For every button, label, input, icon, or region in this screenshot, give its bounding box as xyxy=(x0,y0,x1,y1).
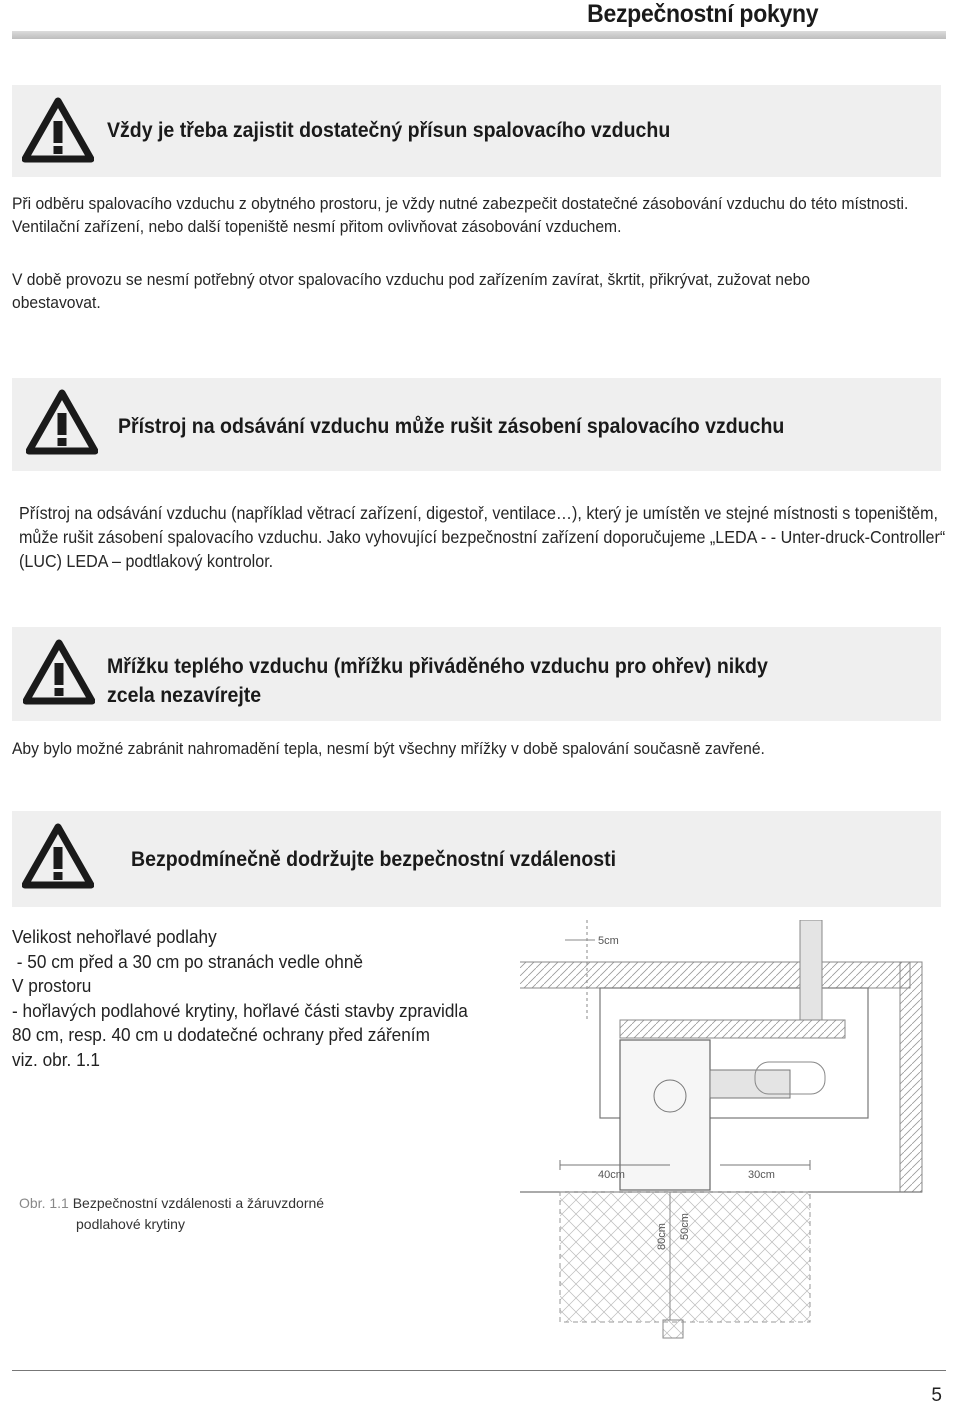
section-2-heading: Přístroj na odsávání vzduchu může rušit zásobení spalovacího vzduchu xyxy=(118,415,785,438)
section-4-heading: Bezpodmínečně dodržujte bezpečnostní vzdálenosti xyxy=(131,848,617,871)
dim-label-40cm: 40cm xyxy=(598,1169,625,1181)
section-1-heading: Vždy je třeba zajistit dostatečný přísun spalovacího vzduchu xyxy=(107,119,671,142)
page-number: 5 xyxy=(931,1385,942,1406)
distance-line-1: Velikost nehořlavé podlahy xyxy=(12,926,217,947)
section-3-paragraph: Aby bylo možné zabránit nahromadění tepla, nesmí být všechny mřížky v době spalování současně zavřené. xyxy=(12,739,765,758)
warning-triangle-icon xyxy=(26,389,98,455)
dim-label-30cm: 30cm xyxy=(748,1169,775,1181)
figure-caption-number: Obr. 1.1 xyxy=(19,1195,69,1211)
distance-line-4: - hořlavých podlahové krytiny, hořlavé části stavby zpravidla xyxy=(12,999,468,1021)
distance-line-3: V prostoru xyxy=(12,975,92,996)
warning-triangle-icon xyxy=(22,97,94,163)
distance-line-5: 80 cm, resp. 40 cm u dodatečné ochrany před zářením xyxy=(12,1024,430,1045)
safety-distance-drawing xyxy=(520,920,940,1360)
warning-triangle-icon xyxy=(23,639,95,705)
distance-line-6: viz. obr. 1.1 xyxy=(12,1048,100,1070)
title-underline-bar xyxy=(12,31,946,39)
warning-triangle-icon xyxy=(22,823,94,889)
section-3-heading-line-1: Mřížku teplého vzduchu (mřížku přiváděného vzduchu pro ohřev) nikdy xyxy=(107,655,768,678)
distance-line-2: - 50 cm před a 30 cm po stranách vedle ohně xyxy=(12,950,364,972)
section-1-paragraph-1: Při odběru spalovacího vzduchu z obytného prostoru, je vždy nutné zabezpečit dostatečné zásobování vzduchu do této místnosti. Ventilační zařízení, nebo další topeniště nesmí přitom ovlivňovat zásobování vzduchem. xyxy=(12,194,909,236)
section-1-paragraph-2: V době provozu se nesmí potřebný otvor spalovacího vzduchu pod zařízením zavírat, škrtit, přikrývat, zužovat nebo obestavovat. xyxy=(12,270,811,312)
dim-label-top: 5cm xyxy=(598,935,619,947)
dim-label-80cm: 80cm xyxy=(656,1223,668,1250)
footer-divider xyxy=(12,1370,946,1371)
safety-distance-list xyxy=(12,925,496,1072)
dim-label-50cm: 50cm xyxy=(679,1213,691,1240)
figure-caption-line-1: Bezpečnostní vzdálenosti a žáruvzdorné xyxy=(72,1195,325,1211)
figure-caption-line-2: podlahové krytiny xyxy=(76,1216,185,1232)
page-title: Bezpečnostní pokyny xyxy=(586,0,818,28)
section-3-heading-line-2: zcela nezavírejte xyxy=(107,684,262,707)
figure-caption xyxy=(19,1193,324,1235)
section-2-paragraph: Přístroj na odsávání vzduchu (například větrací zařízení, digestoř, ventilace…), který je umístěn ve stejné místnosti s topeništěm, může rušit zásobení spalovacího vzduchu. Jako vyhovující bezpečnostní zařízení doporučujeme „LEDA - - Unter-druck-Controller“ (LUC) LEDA – podtlakový kontrolor. xyxy=(19,503,946,571)
